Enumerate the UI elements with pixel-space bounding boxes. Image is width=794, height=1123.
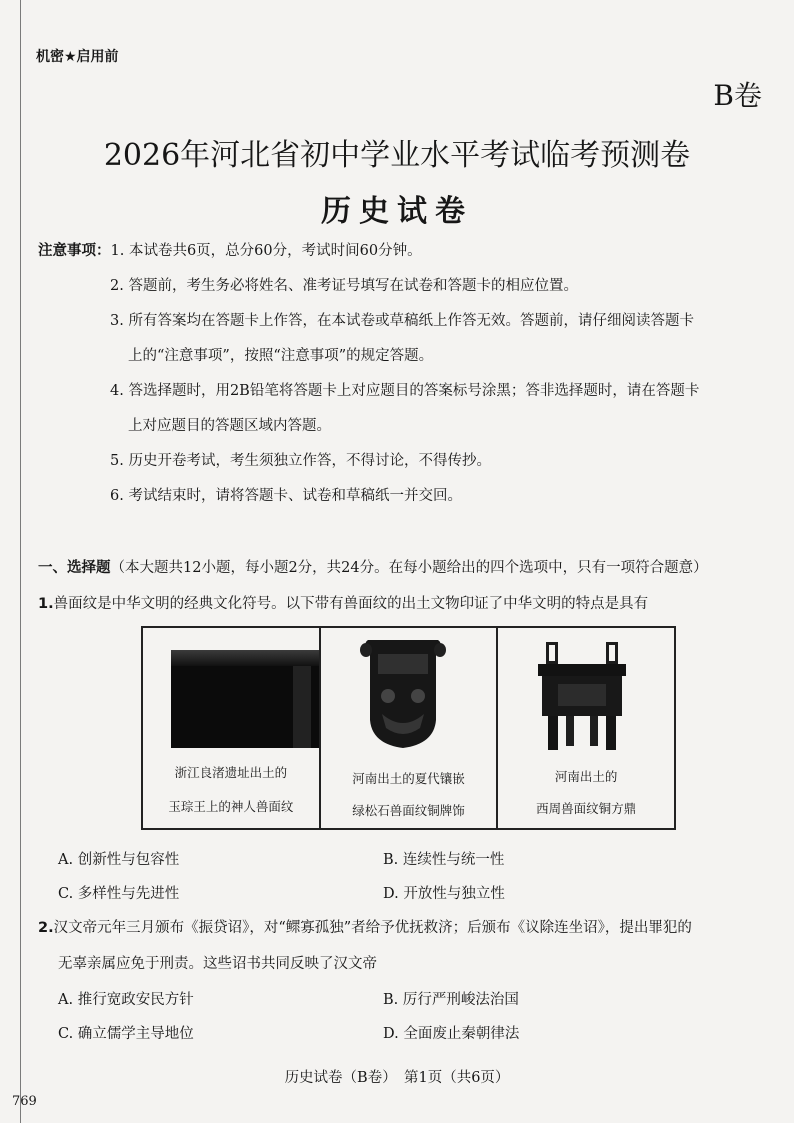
note-item: 5. 历史开卷考试，考生须独立作答，不得讨论，不得传抄。 — [110, 453, 491, 469]
artifact-cell-ding — [498, 628, 674, 828]
q2-option-b[interactable]: B. 厉行严刑峻法治国 — [383, 992, 519, 1008]
caption-line: 河南出土的 — [554, 769, 618, 784]
caption-line: 绿松石兽面纹铜牌饰 — [352, 803, 465, 818]
question-2-stem-cont: 无辜亲属应免于刑责。这些诏书共同反映了汉文帝 — [58, 956, 377, 972]
note-item: 4. 答选择题时，用2B铅笔将答题卡上对应题目的答案标号涂黑；答非选择题时，请在答题卡 — [110, 383, 700, 399]
q2-option-c[interactable]: C. 确立儒学主导地位 — [58, 1026, 194, 1042]
page-code: 769 — [12, 1094, 37, 1109]
q2-option-d[interactable]: D. 全面废止秦朝律法 — [383, 1026, 520, 1042]
artifact-cell-jade — [143, 628, 321, 828]
note-item: 6. 考试结束时，请将答题卡、试卷和草稿纸一并交回。 — [110, 488, 462, 504]
confidential-label: 机密★启用前 — [36, 49, 119, 65]
notes-label: 注意事项： — [38, 243, 111, 259]
q1-option-a[interactable]: A. 创新性与包容性 — [58, 852, 180, 868]
notes-block — [38, 234, 768, 514]
exam-title: 2026年河北省初中学业水平考试临考预测卷 — [103, 138, 691, 173]
note-item: 上的“注意事项”，按照“注意事项”的规定答题。 — [128, 348, 434, 364]
caption-line: 浙江良渚遗址出土的 — [174, 765, 288, 780]
q1-option-d[interactable]: D. 开放性与独立性 — [383, 886, 505, 902]
jade-cong-photo — [171, 650, 319, 748]
note-item: 注意事项：1. 本试卷共6页，总分60分，考试时间60分钟。 — [38, 243, 422, 259]
question-1-stem: 1.兽面纹是中华文明的经典文化符号。以下带有兽面纹的出土文物印证了中华文明的特点是具有 — [38, 596, 649, 612]
caption-line: 玉琮王上的神人兽面纹 — [168, 799, 294, 814]
artifact-cell-plaque — [321, 628, 499, 828]
subject-title: 历史试卷 — [321, 194, 473, 229]
note-item: 3. 所有答案均在答题卡上作答，在本试卷或草稿纸上作答无效。答题前，请仔细阅读答题卡 — [110, 313, 694, 329]
note-item: 2. 答题前，考生务必将姓名、准考证号填写在试卷和答题卡的相应位置。 — [110, 278, 578, 294]
page-footer: 历史试卷（B卷） 第1页（共6页） — [284, 1070, 510, 1086]
bronze-ding-photo — [532, 642, 632, 750]
section-heading: 一、选择题（本大题共12小题，每小题2分，共24分。在每小题给出的四个选项中，只有一项符合题意） — [38, 560, 708, 576]
note-item: 上对应题目的答题区域内答题。 — [128, 418, 331, 434]
q1-option-c[interactable]: C. 多样性与先进性 — [58, 886, 180, 902]
paper-version: B卷 — [713, 79, 762, 112]
artifact-figure-table — [141, 626, 676, 830]
q1-option-b[interactable]: B. 连续性与统一性 — [383, 852, 505, 868]
question-2-stem: 2.汉文帝元年三月颁布《振贷诏》，对“鳏寡孤独”者给予优抚救济；后颁布《议除连坐诏》，提出罪犯的 — [38, 920, 692, 936]
bronze-plaque-photo — [360, 636, 446, 750]
caption-line: 西周兽面纹铜方鼎 — [536, 801, 637, 816]
q2-option-a[interactable]: A. 推行宽政安民方针 — [58, 992, 194, 1008]
caption-line: 河南出土的夏代镶嵌 — [352, 771, 465, 786]
